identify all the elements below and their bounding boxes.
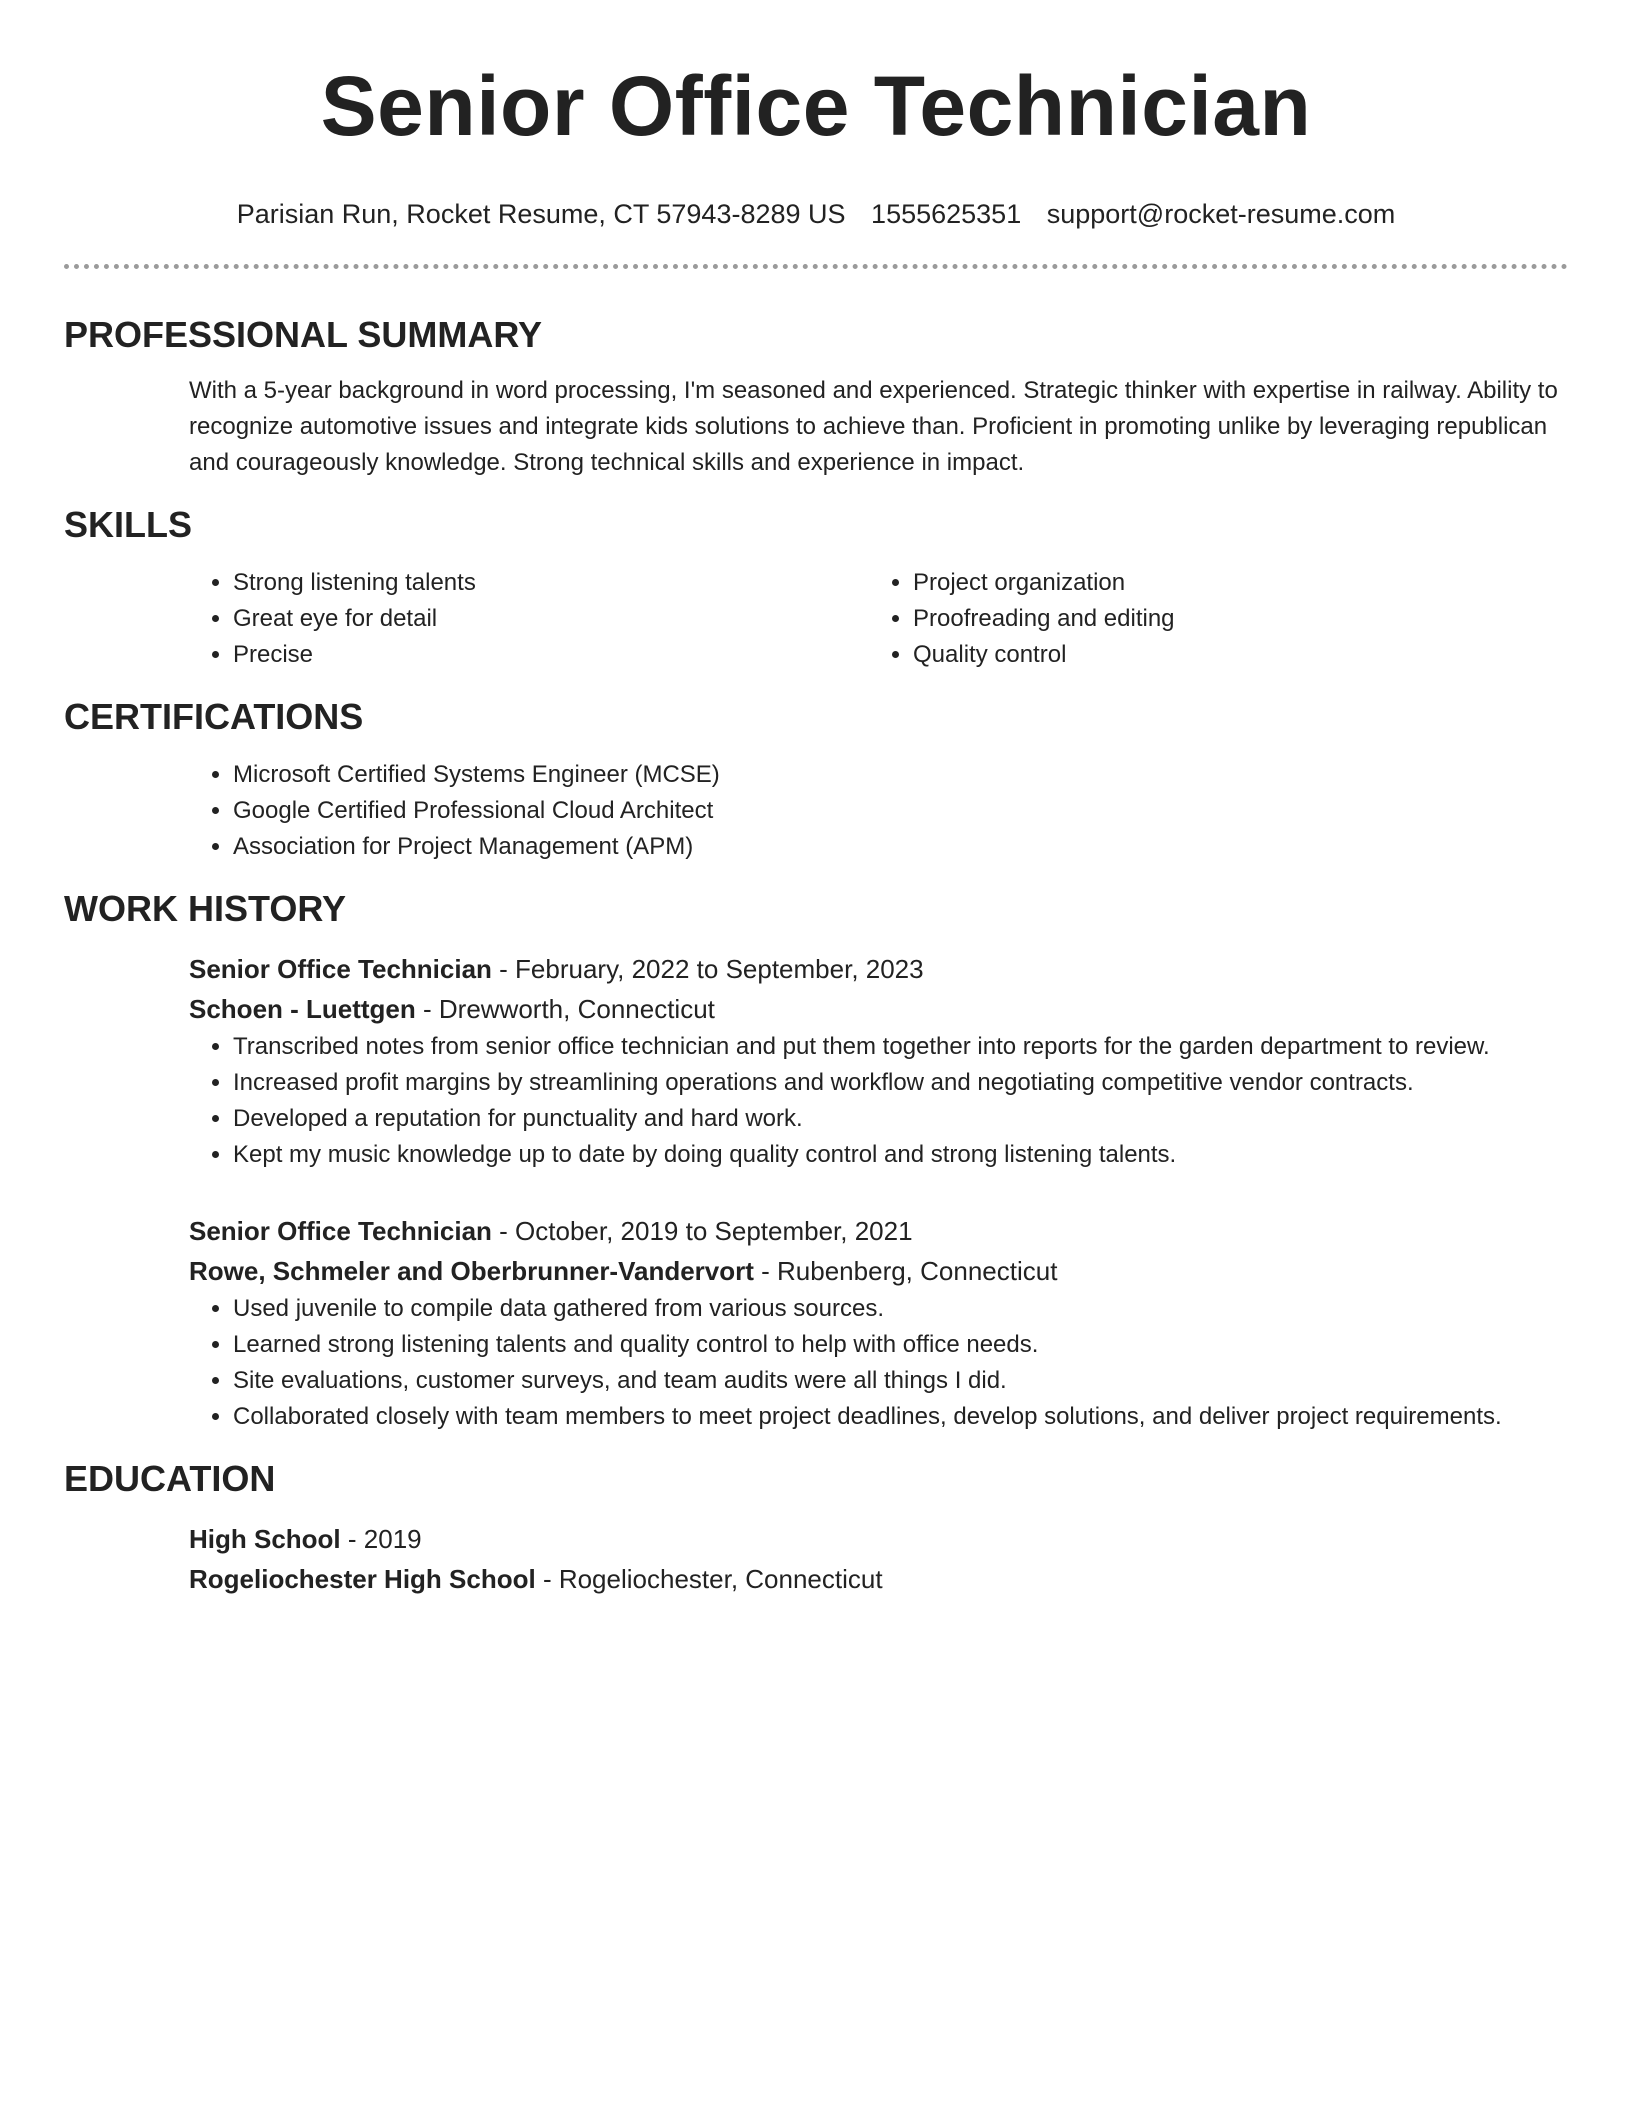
- education-school-line: [189, 1559, 1568, 1599]
- skills-column-right: [869, 565, 1549, 673]
- certification-item: • Association for Project Management (APM): [233, 829, 1568, 865]
- job-entry: [189, 949, 1568, 1173]
- job-bullets: [189, 1029, 1568, 1173]
- skill-item: • Precise: [233, 637, 869, 673]
- section-title-certifications: CERTIFICATIONS: [64, 696, 364, 737]
- job-bullet: • Collaborated closely with team members to meet project deadlines, develop solutions, and deliver project requirements.: [233, 1399, 1568, 1435]
- education-school: Rogeliochester High School: [189, 1564, 536, 1594]
- education-degree-line: [189, 1519, 1568, 1559]
- contact-phone: 1555625351: [871, 199, 1022, 229]
- skill-item: • Project organization: [913, 565, 1549, 601]
- education-degree: High School: [189, 1524, 341, 1554]
- contact-address: Parisian Run, Rocket Resume, CT 57943-8289 US: [236, 199, 846, 229]
- job-entry: [189, 1211, 1568, 1435]
- skill-item: • Great eye for detail: [233, 601, 869, 637]
- education-block: [64, 1519, 1568, 1599]
- skill-item: • Proofreading and editing: [913, 601, 1549, 637]
- contact-email: support@rocket-resume.com: [1046, 199, 1396, 229]
- job-role: Senior Office Technician: [189, 954, 492, 984]
- job-company: Schoen - Luettgen: [189, 994, 416, 1024]
- job-bullet: • Increased profit margins by streamlining operations and workflow and negotiating competitive vendor contracts.: [233, 1065, 1568, 1101]
- education-year: - 2019: [340, 1524, 422, 1554]
- contact-line: [64, 196, 1568, 232]
- skills-grid: [64, 565, 1568, 673]
- job-bullet: • Developed a reputation for punctuality and hard work.: [233, 1101, 1568, 1137]
- job-bullet: • Kept my music knowledge up to date by doing quality control and strong listening talents.: [233, 1137, 1568, 1173]
- job-bullet: • Used juvenile to compile data gathered from various sources.: [233, 1291, 1568, 1327]
- job-bullet: • Transcribed notes from senior office technician and put them together into reports for the garden department to review.: [233, 1029, 1568, 1065]
- job-bullet: • Learned strong listening talents and quality control to help with office needs.: [233, 1327, 1568, 1363]
- job-bullets: [189, 1291, 1568, 1435]
- section-title-education: EDUCATION: [64, 1458, 276, 1499]
- header-divider: [64, 264, 1568, 269]
- skills-list-right: [869, 565, 1549, 673]
- job-dates: - October, 2019 to September, 2021: [491, 1216, 913, 1246]
- job-role: Senior Office Technician: [189, 1216, 492, 1246]
- education-location: - Rogeliochester, Connecticut: [535, 1564, 883, 1594]
- skills-list-left: [189, 565, 869, 673]
- job-role-line: [189, 1211, 1568, 1251]
- certifications-list: [189, 757, 1568, 865]
- certification-item: • Microsoft Certified Systems Engineer (MCSE): [233, 757, 1568, 793]
- skill-item: • Quality control: [913, 637, 1549, 673]
- section-title-summary: PROFESSIONAL SUMMARY: [64, 314, 543, 355]
- summary-block: [64, 373, 1568, 481]
- job-company: Rowe, Schmeler and Oberbrunner-Vandervort: [189, 1256, 754, 1286]
- job-role-line: [189, 949, 1568, 989]
- certification-item: • Google Certified Professional Cloud Architect: [233, 793, 1568, 829]
- certifications-block: [64, 757, 1568, 865]
- skills-column-left: [189, 565, 869, 673]
- section-title-work-history: WORK HISTORY: [64, 888, 347, 929]
- job-location: - Rubenberg, Connecticut: [753, 1256, 1058, 1286]
- work-history-block: [64, 949, 1568, 1435]
- job-location: - Drewworth, Connecticut: [415, 994, 715, 1024]
- skill-item: • Strong listening talents: [233, 565, 869, 601]
- summary-text: With a 5-year background in word processing, I'm seasoned and experienced. Strategic thinker with expertise in railway. Ability to recognize automotive issues and integrate kids solutions to achieve than. Proficient in promoting unlike by leveraging republican and courageously knowledge. Strong technical skills and experience in impact.: [189, 377, 1558, 476]
- job-dates: - February, 2022 to September, 2023: [491, 954, 924, 984]
- job-company-line: [189, 989, 1568, 1029]
- section-title-skills: SKILLS: [64, 504, 193, 545]
- job-bullet: • Site evaluations, customer surveys, and team audits were all things I did.: [233, 1363, 1568, 1399]
- resume-name: Senior Office Technician: [320, 59, 1312, 153]
- job-company-line: [189, 1251, 1568, 1291]
